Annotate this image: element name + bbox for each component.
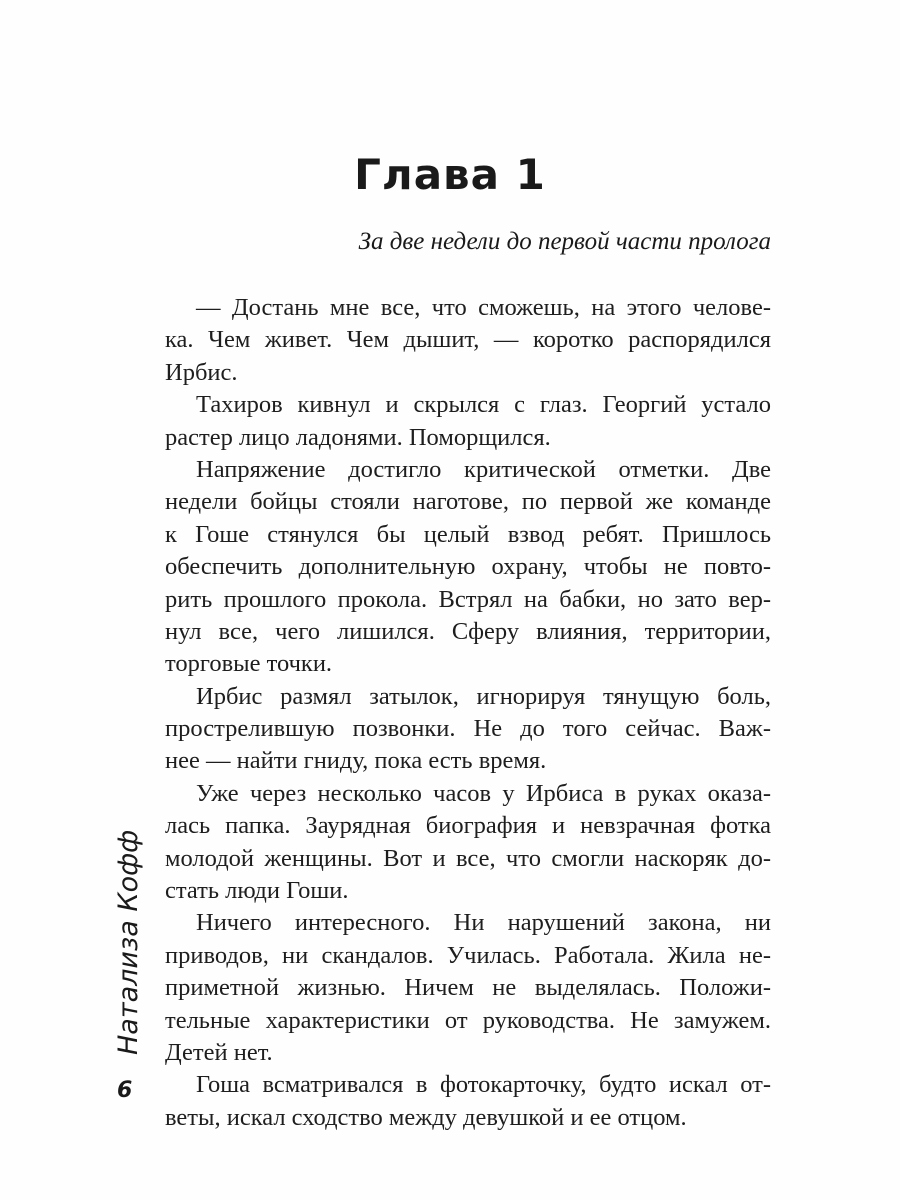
text-line: торговые точки. xyxy=(165,650,333,678)
author-name-vertical: Натализа Кофф xyxy=(113,829,144,1055)
text-line: Ничего интересного. Ни нарушений закона, ни xyxy=(196,909,771,937)
text-line: тельные характеристики от руководства. Не замужем. xyxy=(165,1006,771,1034)
text-line: Напряжение достигло критической отметки. Две xyxy=(196,455,771,483)
text-line: Ирбис. xyxy=(165,358,238,386)
text-line: Уже через несколько часов у Ирбиса в руках оказа- xyxy=(196,779,771,807)
chapter-title: Глава 1 xyxy=(354,150,546,199)
text-line: обеспечить дополнительную охрану, чтобы не повто- xyxy=(165,553,771,581)
text-line: прострелившую позвонки. Не до того сейчас. Важ- xyxy=(165,715,771,743)
text-line: веты, искал сходство между девушкой и ее отцом. xyxy=(165,1103,687,1131)
text-line: нул все, чего лишился. Сферу влияния, территории, xyxy=(165,617,771,645)
text-line: недели бойцы стояли наготове, по первой же команде xyxy=(165,488,771,516)
text-line: Ирбис размял затылок, игнорируя тянущую боль, xyxy=(196,682,771,710)
text-line: Гоша всматривался в фотокарточку, будто искал от- xyxy=(196,1071,771,1099)
text-line: к Гоше стянулся бы целый взвод ребят. Пришлось xyxy=(165,520,771,548)
text-line: нее — найти гниду, пока есть время. xyxy=(165,747,547,775)
text-line: ка. Чем живет. Чем дышит, — коротко распорядился xyxy=(165,326,771,354)
text-line: приметной жизнью. Ничем не выделялась. Положи- xyxy=(165,974,771,1002)
text-line: Детей нет. xyxy=(165,1038,273,1066)
chapter-subtitle: За две недели до первой части пролога xyxy=(358,228,771,255)
text-line: стать люди Гоши. xyxy=(165,877,349,905)
text-line: растер лицо ладонями. Поморщился. xyxy=(165,423,551,451)
body-text xyxy=(165,292,771,1134)
text-line: приводов, ни скандалов. Училась. Работала. Жила не- xyxy=(165,941,771,969)
text-line: лась папка. Заурядная биография и невзрачная фотка xyxy=(165,812,771,840)
text-line: рить прошлого прокола. Встрял на бабки, но зато вер- xyxy=(165,585,771,613)
text-line: — Достань мне все, что сможешь, на этого челове- xyxy=(196,294,771,321)
text-line: Тахиров кивнул и скрылся с глаз. Георгий устало xyxy=(196,391,771,419)
page-number: 6 xyxy=(117,1078,133,1103)
text-line: молодой женщины. Вот и все, что смогли наскоряк до- xyxy=(165,844,771,872)
